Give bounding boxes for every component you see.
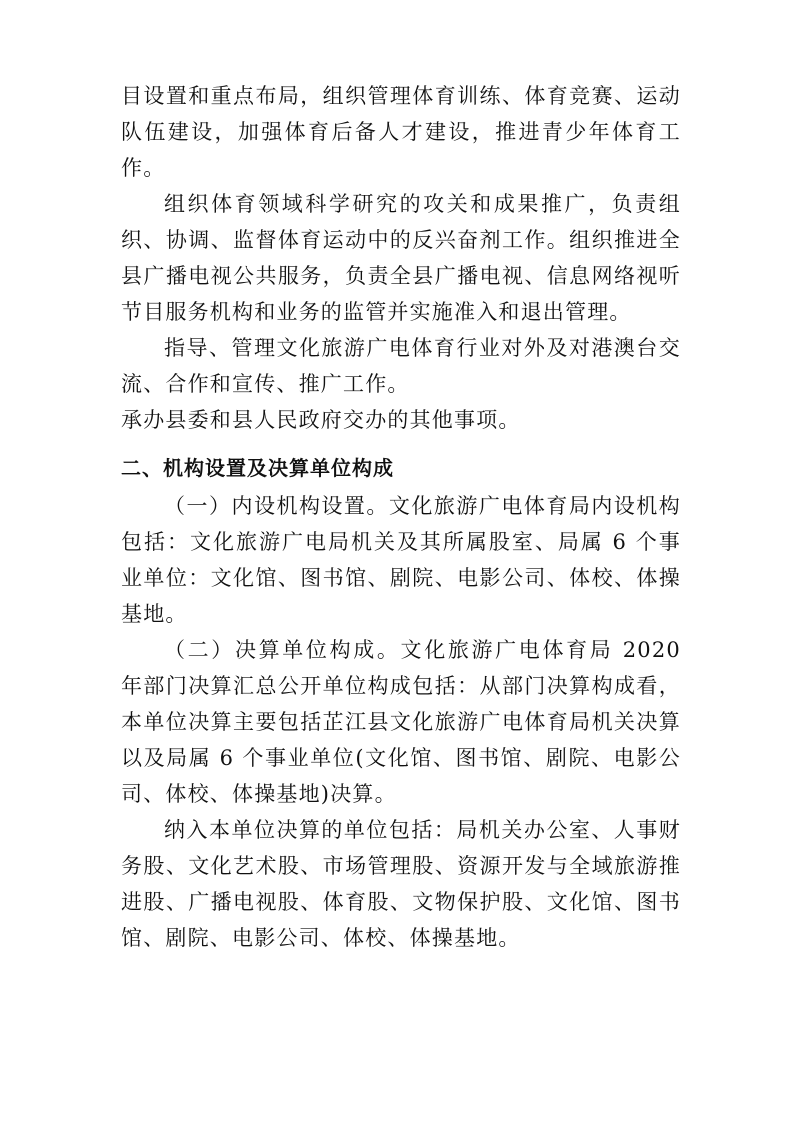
paragraph-other-matters: 承办县委和县人民政府交办的其他事项。	[121, 408, 521, 432]
document-body	[121, 78, 681, 956]
section-heading: 二、机构设置及决算单位构成	[121, 456, 394, 480]
paragraph-accounting-units: （二）决算单位构成。文化旅游广电体育局 2020 年部门决算汇总公开单位构成包括：从部门决算构成看，本单位决算主要包括芷江县文化旅游广电体育局机关决算以及局属 6 个事业单位(文化馆、图书馆、剧院、电影公司、体校、体操基地)决算。	[121, 638, 681, 806]
paragraph-duties-continued: 目设置和重点布局，组织管理体育训练、体育竞赛、运动队伍建设，加强体育后备人才建设，推进青少年体育工作。	[121, 84, 681, 180]
paragraph-internal-structure: （一）内设机构设置。文化旅游广电体育局内设机构包括：文化旅游广电局机关及其所属股室、局属 6 个事业单位：文化馆、图书馆、剧院、电影公司、体校、体操基地。	[121, 494, 681, 626]
paragraph-research-and-broadcasting: 组织体育领域科学研究的攻关和成果推广，负责组织、协调、监督体育运动中的反兴奋剂工作。组织推进全县广播电视公共服务，负责全县广播电视、信息网络视听节目服务机构和业务的监管并实施准入和退出管理。	[121, 192, 681, 324]
paragraph-included-units: 纳入本单位决算的单位包括：局机关办公室、人事财务股、文化艺术股、市场管理股、资源开发与全域旅游推进股、广播电视股、体育股、文物保护股、文化馆、图书馆、剧院、电影公司、体校、体操基地。	[121, 818, 681, 950]
paragraph-external-exchange: 指导、管理文化旅游广电体育行业对外及对港澳台交流、合作和宣传、推广工作。	[121, 336, 681, 396]
